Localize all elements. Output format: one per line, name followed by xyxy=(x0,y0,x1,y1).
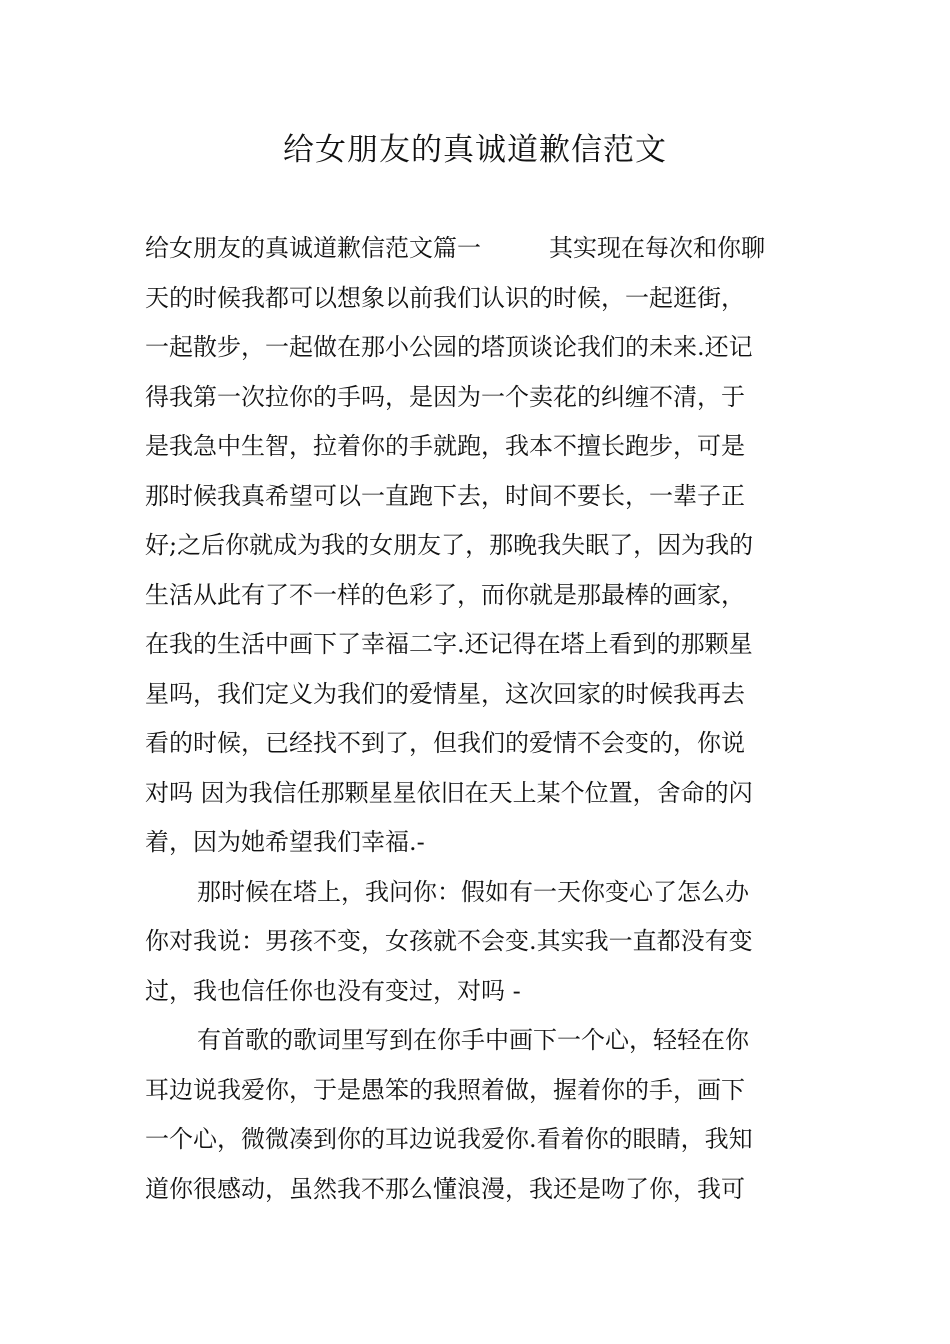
text-line xyxy=(145,224,805,274)
text-line: 生活从此有了不一样的色彩了，而你就是那最棒的画家， xyxy=(145,580,745,609)
text-line: 一个心，微微凑到你的耳边说我爱你.看着你的眼睛，我知 xyxy=(145,1125,753,1153)
text-line: 那时候我真希望可以一直跑下去，时间不要长，一辈子正 xyxy=(145,481,745,510)
document-body xyxy=(145,224,805,1214)
text-line: 天的时候我都可以想象以前我们认识的时候，一起逛街， xyxy=(145,283,745,312)
text-line: 耳边说我爱你，于是愚笨的我照着做，握着你的手，画下 xyxy=(145,1075,745,1104)
text-line: 看的时候，已经找不到了，但我们的爱情不会变的，你说 xyxy=(145,729,745,757)
document-title: 给女朋友的真诚道歉信范文 xyxy=(283,132,667,168)
text-line: 是我急中生智，拉着你的手就跑，我本不擅长跑步，可是 xyxy=(145,432,745,460)
text-line: 好;之后你就成为我的女朋友了，那晚我失眠了，因为我的 xyxy=(145,531,754,559)
paragraph-start-line: 有首歌的歌词里写到在你手中画下一个心，轻轻在你 xyxy=(197,1026,749,1054)
paragraph-start-line: 那时候在塔上，我问你：假如有一天你变心了怎么办 xyxy=(197,877,749,906)
text-line: 星吗，我们定义为我们的爱情星，这次回家的时候我再去 xyxy=(145,679,745,708)
text-line: 过，我也信任你也没有变过，对吗 - xyxy=(145,976,521,1005)
text-line: 你对我说：男孩不变，女孩就不会变.其实我一直都没有变 xyxy=(145,927,753,955)
text-line: 一起散步，一起做在那小公园的塔顶谈论我们的未来.还记 xyxy=(145,333,753,361)
text-line: 在我的生活中画下了幸福二字.还记得在塔上看到的那颗星 xyxy=(145,630,753,658)
text-line: 得我第一次拉你的手吗，是因为一个卖花的纠缠不清，于 xyxy=(145,382,745,411)
section-heading: 给女朋友的真诚道歉信范文篇一 xyxy=(145,234,481,262)
text-line-continuation: 其实现在每次和你聊 xyxy=(549,234,765,262)
text-line: 对吗 因为我信任那颗星星依旧在天上某个位置，舍命的闪 xyxy=(145,778,753,807)
text-line: 着，因为她希望我们幸福.- xyxy=(145,828,425,856)
text-line: 道你很感动，虽然我不那么懂浪漫，我还是吻了你，我可 xyxy=(145,1174,745,1203)
